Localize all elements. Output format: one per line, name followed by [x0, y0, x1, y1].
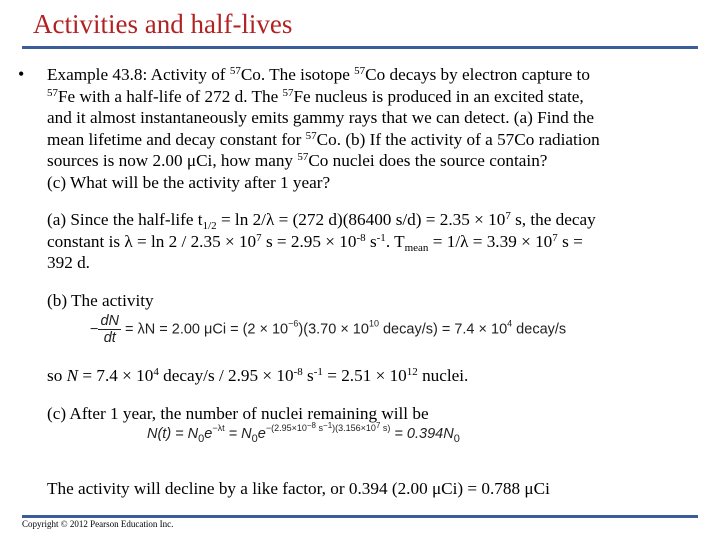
decay-equation: $N(t) = N_0e^{-\lambda t} = N_0e^{-(2.95\times 10-8 s-1)(3.156\times 107 s)} = 0.394N_0$	[147, 421, 460, 445]
part-b-heading: (b) The activity	[47, 291, 154, 310]
part-b-result: so $N = 7.4 \times 10^4$ decay/s / $2.95 \times 10^{-8}$ $s^{-1} = 2.51 \times 10^{12}$ nuclei.	[47, 366, 469, 385]
conclusion-text: The activity will decline by a like factor, or 0.394 (2.00 μCi) = 0.788 μCi	[47, 479, 550, 498]
copyright-notice: Copyright © 2012 Pearson Education Inc.	[22, 519, 174, 529]
part-a-solution: (a) Since the half-life $t_{1/2} = \ln 2/\lambda = (272$ d)(86400 $s/d) = 2.35 \times 10^7$ s, the decay constant is $\lambda = \ln 2 / 2.35 \times 10^7$ $s = 2.95 \times 10^{-8}$ $s^{-1}$. $T_{mean} = 1/\lambda = 3.39 \times 10^7$ s = 392 d.	[47, 210, 596, 272]
activity-equation: − $\frac{dN}{dt}$ = λN = 2.00 $\mu Ci = (2 \times 10^{-6})(3.70 \times 10^{10}$ decay/s) = $7.4 \times 10^4$ decay/s	[90, 313, 567, 346]
footer-divider	[22, 515, 698, 518]
title-divider	[22, 46, 698, 49]
part-c-heading: (c) After 1 year, the number of nuclei remaining will be	[47, 404, 429, 423]
bullet-marker: •	[18, 64, 25, 84]
example-problem-text: Example 43.8: Activity of $^{57}$Co. The isotope $^{57}$Co decays by electron capture to $^{57}$Fe with a half-life of 272 d. The $^{57}$Fe nucleus is produced in an excited state, and it almost instantaneously emits gammy rays that we can detect. (a) Find the mean lifetime and decay constant for $^{57}$Co. (b) If the activity of a 57Co radiation sources is now 2.00 μCi, how many $^{57}$Co nuclei does the source contain? (c) What will be the activity after 1 year?	[47, 65, 600, 192]
slide-title: Activities and half-lives	[33, 9, 293, 39]
